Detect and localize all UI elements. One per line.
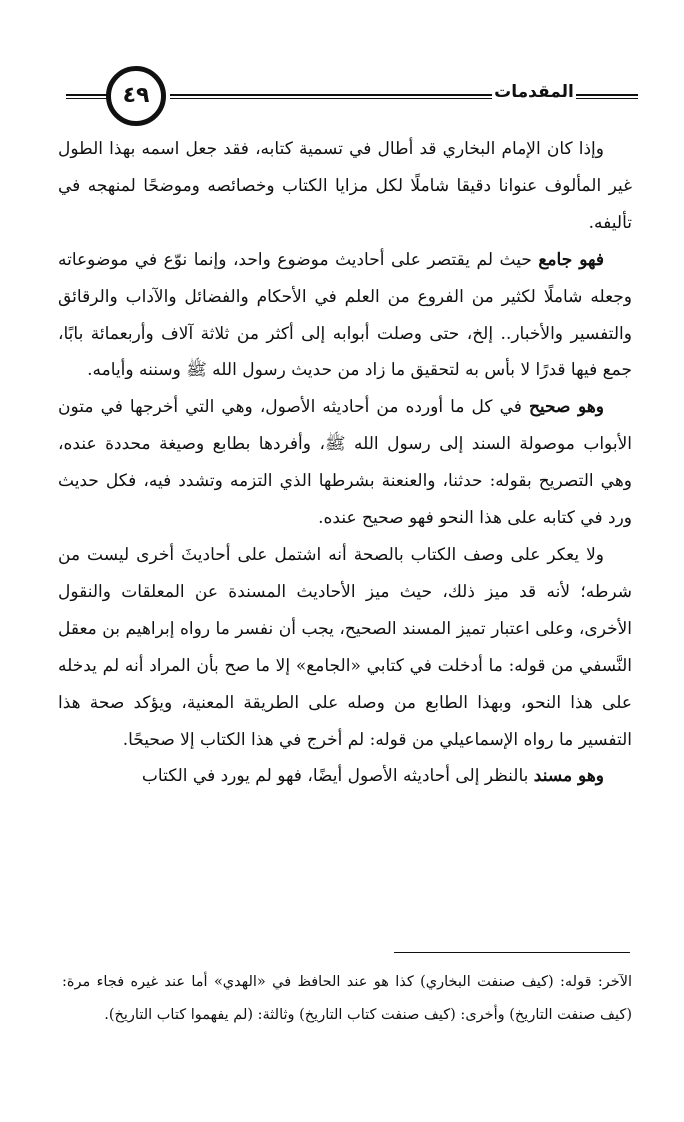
paragraph-text: في كل ما أورده من أحاديثه الأصول، وهي التي أخرجها في متون الأبواب موصولة السند إلى رسول الله ﷺ، وأفردها بطابع وصيغة محددة عنده، وهي التصريح بقوله: حدثنا، والعنعنة بشرطها الذي التزمه وتشدد فيه، فكل حديث ورد في كتابه على هذا النحو فهو صحيح عنده. [58, 397, 632, 529]
header-rule-right-thin [576, 98, 638, 99]
paragraph [58, 758, 632, 795]
paragraph-lead: فهو جامع [538, 249, 604, 270]
header-rule-left-thin [66, 98, 108, 99]
header-rule-left [66, 94, 108, 96]
paragraph-text: ولا يعكر على وصف الكتاب بالصحة أنه اشتمل على أحاديثَ أخرى ليست من شرطه؛ لأنه قد ميز ذلك، حيث ميز الأحاديث المسندة عن المعلقات والنقول الأخرى، وعلى اعتبار تميز المسند الصحيح، يجب أن نفسر ما رواه إبراهيم بن معقل النَّسفي من قوله: ما أدخلت في كتابي «الجامع» إلا ما صح بأن المراد أنه لم يدخله على هذا النحو، وبهذا الطابع من وصله على الطريقة المعنية، ويؤكد صحة هذا التفسير ما رواه الإسماعيلي من قوله: لم أخرج في هذا الكتاب إلا صحيحًا. [58, 544, 632, 750]
paragraph [58, 389, 632, 537]
paragraph-text: حيث لم يقتصر على أحاديث موضوع واحد، وإنما نوّع في موضوعاته وجعله شاملًا لكثير من الفروع من العلم في الأحكام والفضائل والآداب والرقائق والتفسير والأخبار.. إلخ، حتى وصلت أبوابه إلى أكثر من ثلاثة آلاف وأربعمائة بابًا، جمع فيها قدرًا لا بأس به لتحقيق ما زاد من حديث رسول الله ﷺ وسننه وأيامه. [58, 249, 632, 381]
footnote-separator [394, 952, 630, 953]
page-header [66, 66, 638, 126]
paragraph [58, 242, 632, 390]
paragraph-text: بالنظر إلى أحاديثه الأصول أيضًا، فهو لم يورد في الكتاب [141, 766, 534, 787]
footnote-text: الآخر: قوله: (كيف صنفت البخاري) كذا هو عند الحافظ في «الهدي» أما عند غيره فجاء مرة: (كيف صنفت التاريخ) وأخرى: (كيف صنفت كتاب التاريخ) وثالثة: (لم يفهموا كتاب التاريخ). [62, 974, 632, 1023]
running-title: المقدمات [494, 82, 574, 102]
paragraph [58, 131, 632, 242]
paragraph-lead: وهو مسند [533, 766, 604, 787]
page-number: ٤٩ [122, 83, 150, 108]
paragraph [58, 537, 632, 758]
header-rule-middle-thin [170, 98, 492, 99]
paragraph-text: وإذا كان الإمام البخاري قد أطال في تسمية كتابه، فقد جعل اسمه بهذا الطول غير المألوف عنوانا دقيقا شاملًا لكل مزايا الكتاب وخصائصه وموضحًا لمنهجه في تأليفه. [58, 139, 632, 233]
main-text [58, 131, 632, 795]
paragraph-lead: وهو صحيح [528, 397, 604, 418]
header-rule-middle [170, 94, 492, 96]
header-rule-right [576, 94, 638, 96]
footnote [62, 966, 632, 1031]
page-number-badge [106, 66, 166, 126]
